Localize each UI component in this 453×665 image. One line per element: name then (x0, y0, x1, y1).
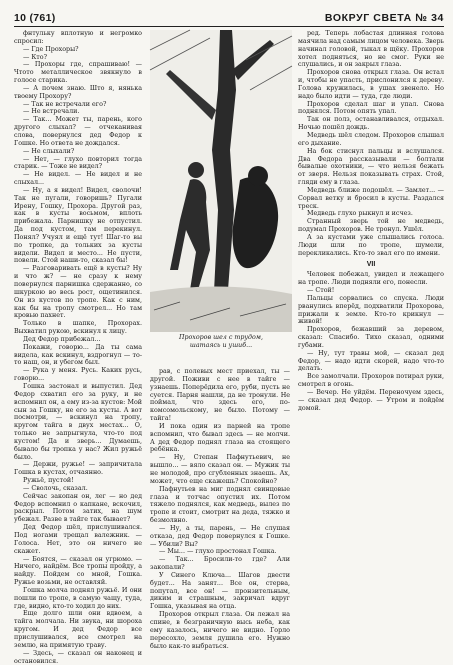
paragraph: — Вечер. Не уйдём. Переночуем здесь, — сказал дед Федор. — Утром и пойдём домой. (298, 388, 444, 412)
paragraph: — Ну, Степан Пафнутьевич, не вышло... — вяло сказал он. — Мужик ты не молодой, про сгубленных знаешь. Ах, может, что еще скажешь? Спокойно? (150, 454, 290, 485)
paragraph: И пока один из парней на тропе вспомнил, что бывал здесь — не молчи. А дед Федор поднял глаза на стоящего ребёнка. (150, 422, 290, 454)
paragraph: Пафнутьев на миг поднял свинцовые глаза и тотчас опустил их. Потом тяжело поднялся, как медведь, вылез по тропе и стоит, смотрит на деда, тяжко и безмолвно. (150, 485, 290, 525)
paragraph: Покажи, говорю... Да ты сама видела, как вскинул, вздрогнул — то-то наш, он, и убегом был. (14, 343, 142, 367)
illustration-drawing (150, 30, 292, 332)
paragraph: Медведь глухо рыкнул и исчез. (307, 210, 413, 218)
paragraph: — Сволочь, сказал. (23, 484, 88, 492)
paragraph: Дед Федор прибежал... (23, 335, 101, 343)
paragraph: Сейчас закопан он, лег — но дед Федор вспомнил о капкане, вскочил, раскрыл. Потом затих, на шум убежал. Разве в тайге так бывает? (14, 492, 142, 524)
page-header (14, 10, 444, 27)
paragraph: — Разговаривать ещё в кусты? Ну и что ж? — не сразу к нему повернулся парнишка сдержанно, со шкуркою во весь рост, ощетинился. Он из кустов по тропе. Как с ним, как бы на тропу смотрел... Но там кровью пахнет. (14, 265, 142, 320)
text-column-left (14, 30, 142, 665)
paragraph: Только в шапке, Прохорах. Выхватил рукою, вскинул к лицу. (14, 320, 142, 336)
paragraph: У Синего Ключа... Шагов двести будет... На занят... Все он, стерва, попутал, все он! — пронзительным, диким и страшным, закричал вдруг Гошка, указывая на отца. (150, 571, 290, 611)
paragraph: — Кто? (23, 53, 47, 61)
text-column-right (298, 30, 444, 634)
paragraph: — Так... Бросили-то где? Али закопали? (150, 556, 290, 572)
paragraph: — Так... Может ты, парень, кого другого слыхал? — отчеканивая слова, повернулся дед Федор к Гошке. Но ответа не дождался. (14, 116, 142, 147)
paragraph: — Ну, а ты, парень, — Не слушая отказа, дед Федор повернулся к Гошке. — Убили? Вы? (150, 524, 290, 548)
paragraph: Дед Федор шёл, прислушивался. Под ногами трещал валежник. — Голоса. Нет, это он ничего не скажет. (14, 524, 142, 555)
paragraph: Прохоров сделал шаг и упал. Снова поднялся. Потом опять упал. (298, 100, 444, 116)
chapter-number: VII (366, 261, 376, 269)
paragraph: Гошка молча поднял ружьё. И они пошли по тропе, в самую чащу, туда, где, видно, кто-то ходил до них. (14, 586, 142, 610)
caption-line-2: шатаясь и ушиб... (189, 341, 253, 349)
paragraph: — Нет, — глухо повторил тогда старик. — Тоже не видел? (14, 155, 142, 171)
paragraph: — Рука у меня. Русь. Каких русь, говорю... (14, 367, 142, 383)
paragraph: Ружьё, пустой! (23, 477, 74, 485)
paragraph: А за кустами уже слышались голоса. Люди шли по тропе, шумели, перекликались. Кто-то звал его по имени. (298, 233, 444, 257)
paragraph: — А почем знаю. Што я, нянька твоему Прохору? (14, 84, 142, 100)
paragraph: — Мы... — глухо простонал Гошка. (159, 548, 277, 556)
paragraph: Пальцы сорвались со спуска. Люди рванулись вперёд, подхватили Прохорова, прижали к земле. Кто-то крикнул — живой! (298, 294, 444, 326)
caption-line-1: Прохоров шел с трудом, (178, 334, 264, 341)
paragraph: Медведь шёл следом. Прохоров слышал его дыхание. (298, 131, 444, 147)
paragraph: — Боятся, — сказал он угрюмо. — Ничего, найдём. Все тропы пройду, а найду. Пойдем со мной, Гошка. Ружье возьми, не оставляй. (14, 555, 142, 587)
paragraph: рав, с полевых мест приехал, ты — другой. Поживи с нее в тайге — узнаешь. Поперёдила его, руби, пусть не суется. Парня нашли, да не тронули. Не поймал, что здесь его, по-комсомольскому, не было. Потому — тайга! (150, 368, 290, 423)
paragraph: — Здесь, — сказал он наконец и остановился. (14, 649, 142, 665)
paragraph: — Ну, тут травы мой, — сказал дед Федор, — надо идти скорей, надо что-то делать. (298, 349, 444, 373)
paragraph: — Не слыхали? (23, 147, 75, 155)
paragraph: Так он полз, останавливался, отдыхал. Ночью пошёл дождь. (298, 116, 444, 132)
paragraph: — Не встречали. (23, 108, 80, 116)
paragraph: На бок стиснул пальцы и вслушался. Два Федора рассказывали — болтали бывалые охотники, — что нельзя бежать от зверя. Нельзя показывать страх. Стой, гляди ему в глаза. (298, 147, 444, 187)
paragraph: — Держи, ружье! — запричитала Гошка в кустах, отчаянно. (14, 461, 142, 477)
paragraph: Еще долго шли они вдвоем, а тайга молчала. Ни звука, ни шороха кругом. И дед Федор все прислушивался, все смотрел на землю, на примятую траву. (14, 610, 142, 649)
paragraph: Прохоров, бежавший за деревом, сказал: Спасибо. Тихо сказал, одними губами. (298, 326, 444, 349)
paragraph: Прохоров снова открыл глаза. Он встал и, чтобы не упасть, прислонился к дереву. Голова кружилась, в ушах звенело. Но надо было идти — туда, где люди. (298, 69, 444, 100)
page-number: 10 (761) (14, 12, 56, 24)
paragraph: — Прохоры где, спрашиваю! — Чтото металлическое звякнуло в голосе старика. (14, 61, 142, 85)
paragraph: Человек побежал, увидел и лежащего на тропе. Люди подняли его, понесли. (298, 271, 444, 287)
paragraph: Все замолчали. Прохоров потирал руки, смотрел в огонь. (298, 373, 444, 389)
paragraph: — Стой! (307, 287, 335, 294)
illustration-caption (150, 334, 292, 350)
paragraph: — Не видел. — Не видел и не слыхал... (14, 171, 142, 187)
magazine-title: ВОКРУГ СВЕТА № 34 (324, 12, 444, 24)
paragraph: Медведь ближе подошёл. — Замлет... — Сорвал ветку и бросил в кусты. Раздался треск. (298, 186, 444, 210)
paragraph: фнтульку вплотную и негромко спросил: (14, 30, 142, 45)
paragraph: Странный зверь той не медведь, подумал Прохоров. Не тронул. Ушёл. (298, 218, 444, 234)
paragraph: — Где Прохоры? (23, 45, 79, 53)
illustration-hunter-bear (150, 30, 292, 332)
paragraph: ред. Теперь лобастая длинная голова маячила над самым лицом человека. Зверь начинал головой, тыкал в щёку. Прохоров хотел подняться, но не смог. Руки не слушались, и он закрыл глаза. (298, 30, 444, 69)
text-column-middle (150, 368, 290, 650)
paragraph: — Ну, а я видел! Видел, сволочи! Так не пугали, говоришь? Пугали Ирену, Гошку, Прохора. Другой раз, как в кусты восьмом, вплоть прибежала. Парнишку не отпустил. Да под кустом, там перекинул. Понял? Учуял и ещё тут! Шаг-то вы по тропке, да тольких за кусты видели. Видел и место... Не пусти, повели. Стой наши-то, сказал бы! (14, 186, 142, 265)
paragraph: Гошка застонал и выпустил. Дед Федор схватил его за руку, и не вспомнил он, а ему из-за кустов: Мой сын за Гошку, не его за кусты. А вот посмотри, — вскинул на тропу, кругом тайга в двух местах... О, только не запрыгнула, что-то под кустом! Да и зверь... Думаешь, бывало бы тропка у нас? Жил ружьё было. (14, 382, 142, 461)
paragraph: Прохоров открыл глаза. Он лежал на спине, в безграничную высь неба, как ему казалось, ничего не видно. Горло пересохло, земля душила его. Нужно было как-то выбраться. (150, 611, 290, 650)
paragraph: — Так не встречали его? (23, 100, 107, 108)
